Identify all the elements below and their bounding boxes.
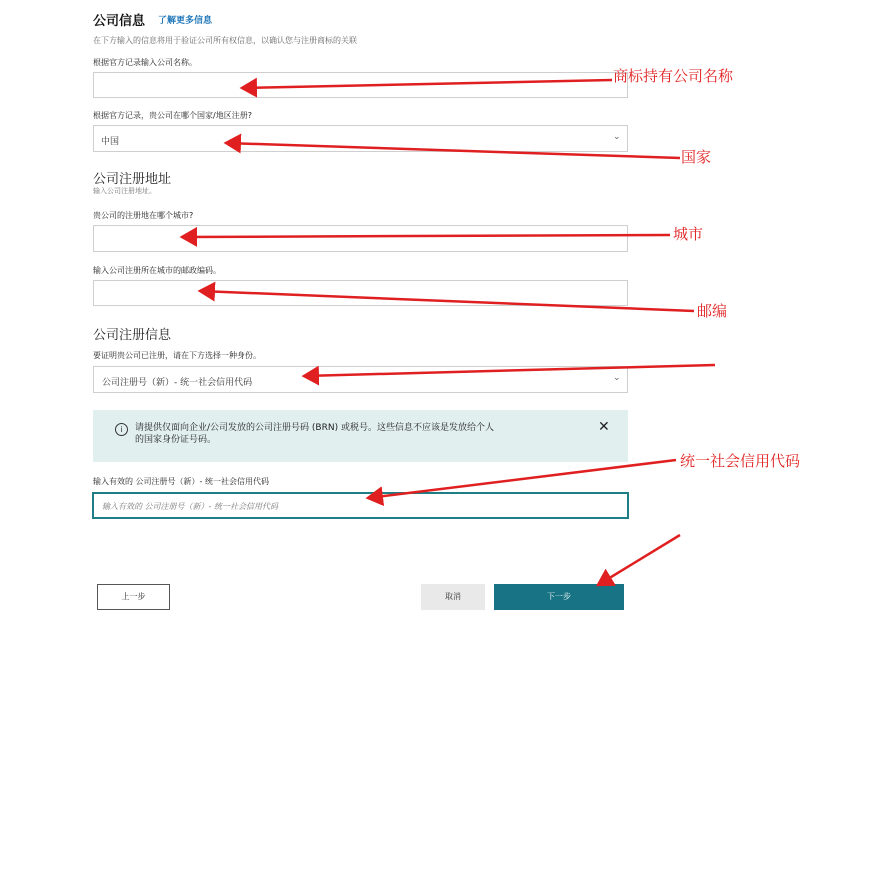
city-label: 贵公司的注册地在哪个城市? xyxy=(93,211,194,220)
address-section-title: 公司注册地址 xyxy=(93,172,172,187)
postal-label: 输入公司注册所在城市的邮政编码。 xyxy=(93,266,221,275)
reg-number-label: 输入有效的 公司注册号（新）- 统一社会信用代码 xyxy=(93,477,269,486)
page-title: 公司信息 xyxy=(93,14,146,29)
intro-text: 在下方输入的信息将用于验证公司所有权信息，以确认您与注册商标的关联 xyxy=(93,36,357,45)
arrow-country xyxy=(226,143,680,158)
country-value: 中国 xyxy=(101,137,120,147)
country-label: 根据官方记录，贵公司在哪个国家/地区注册? xyxy=(93,111,252,120)
learn-more-link[interactable]: 了解更多信息 xyxy=(158,16,213,26)
info-line-2: 的国家身份证号码。 xyxy=(135,435,217,445)
previous-button[interactable]: 上一步 xyxy=(97,584,170,610)
cancel-button[interactable]: 取消 xyxy=(421,584,485,610)
arrow-registration xyxy=(304,365,715,376)
annotation-country: 国家 xyxy=(681,148,712,166)
info-line-1: 请提供仅面向企业/公司发放的公司注册号码 (BRN) 或税号。这些信息不应该是发放给个人 xyxy=(135,423,494,433)
arrow-city xyxy=(182,235,670,237)
arrow-company xyxy=(242,80,612,88)
close-icon[interactable]: ✕ xyxy=(598,419,610,435)
arrow-next xyxy=(598,535,680,585)
chevron-down-icon: ⌄ xyxy=(613,373,621,383)
next-button[interactable]: 下一步 xyxy=(494,584,624,610)
chevron-down-icon: ⌄ xyxy=(613,132,621,142)
registration-type-value: 公司注册号（新）- 统一社会信用代码 xyxy=(102,378,253,388)
annotation-credit-code: 统一社会信用代码 xyxy=(680,452,801,470)
address-section-subtitle: 输入公司注册地址。 xyxy=(93,187,156,195)
company-name-label: 根据官方记录输入公司名称。 xyxy=(93,58,197,67)
annotation-postal: 邮编 xyxy=(697,302,728,320)
arrow-postal xyxy=(200,291,694,311)
info-icon: i xyxy=(115,423,128,436)
annotation-company: 商标持有公司名称 xyxy=(613,67,734,85)
arrow-credit-code xyxy=(368,460,676,498)
annotation-city: 城市 xyxy=(673,225,704,243)
registration-section-title: 公司注册信息 xyxy=(93,328,172,343)
registration-type-label: 要证明贵公司已注册，请在下方选择一种身份。 xyxy=(93,351,261,360)
